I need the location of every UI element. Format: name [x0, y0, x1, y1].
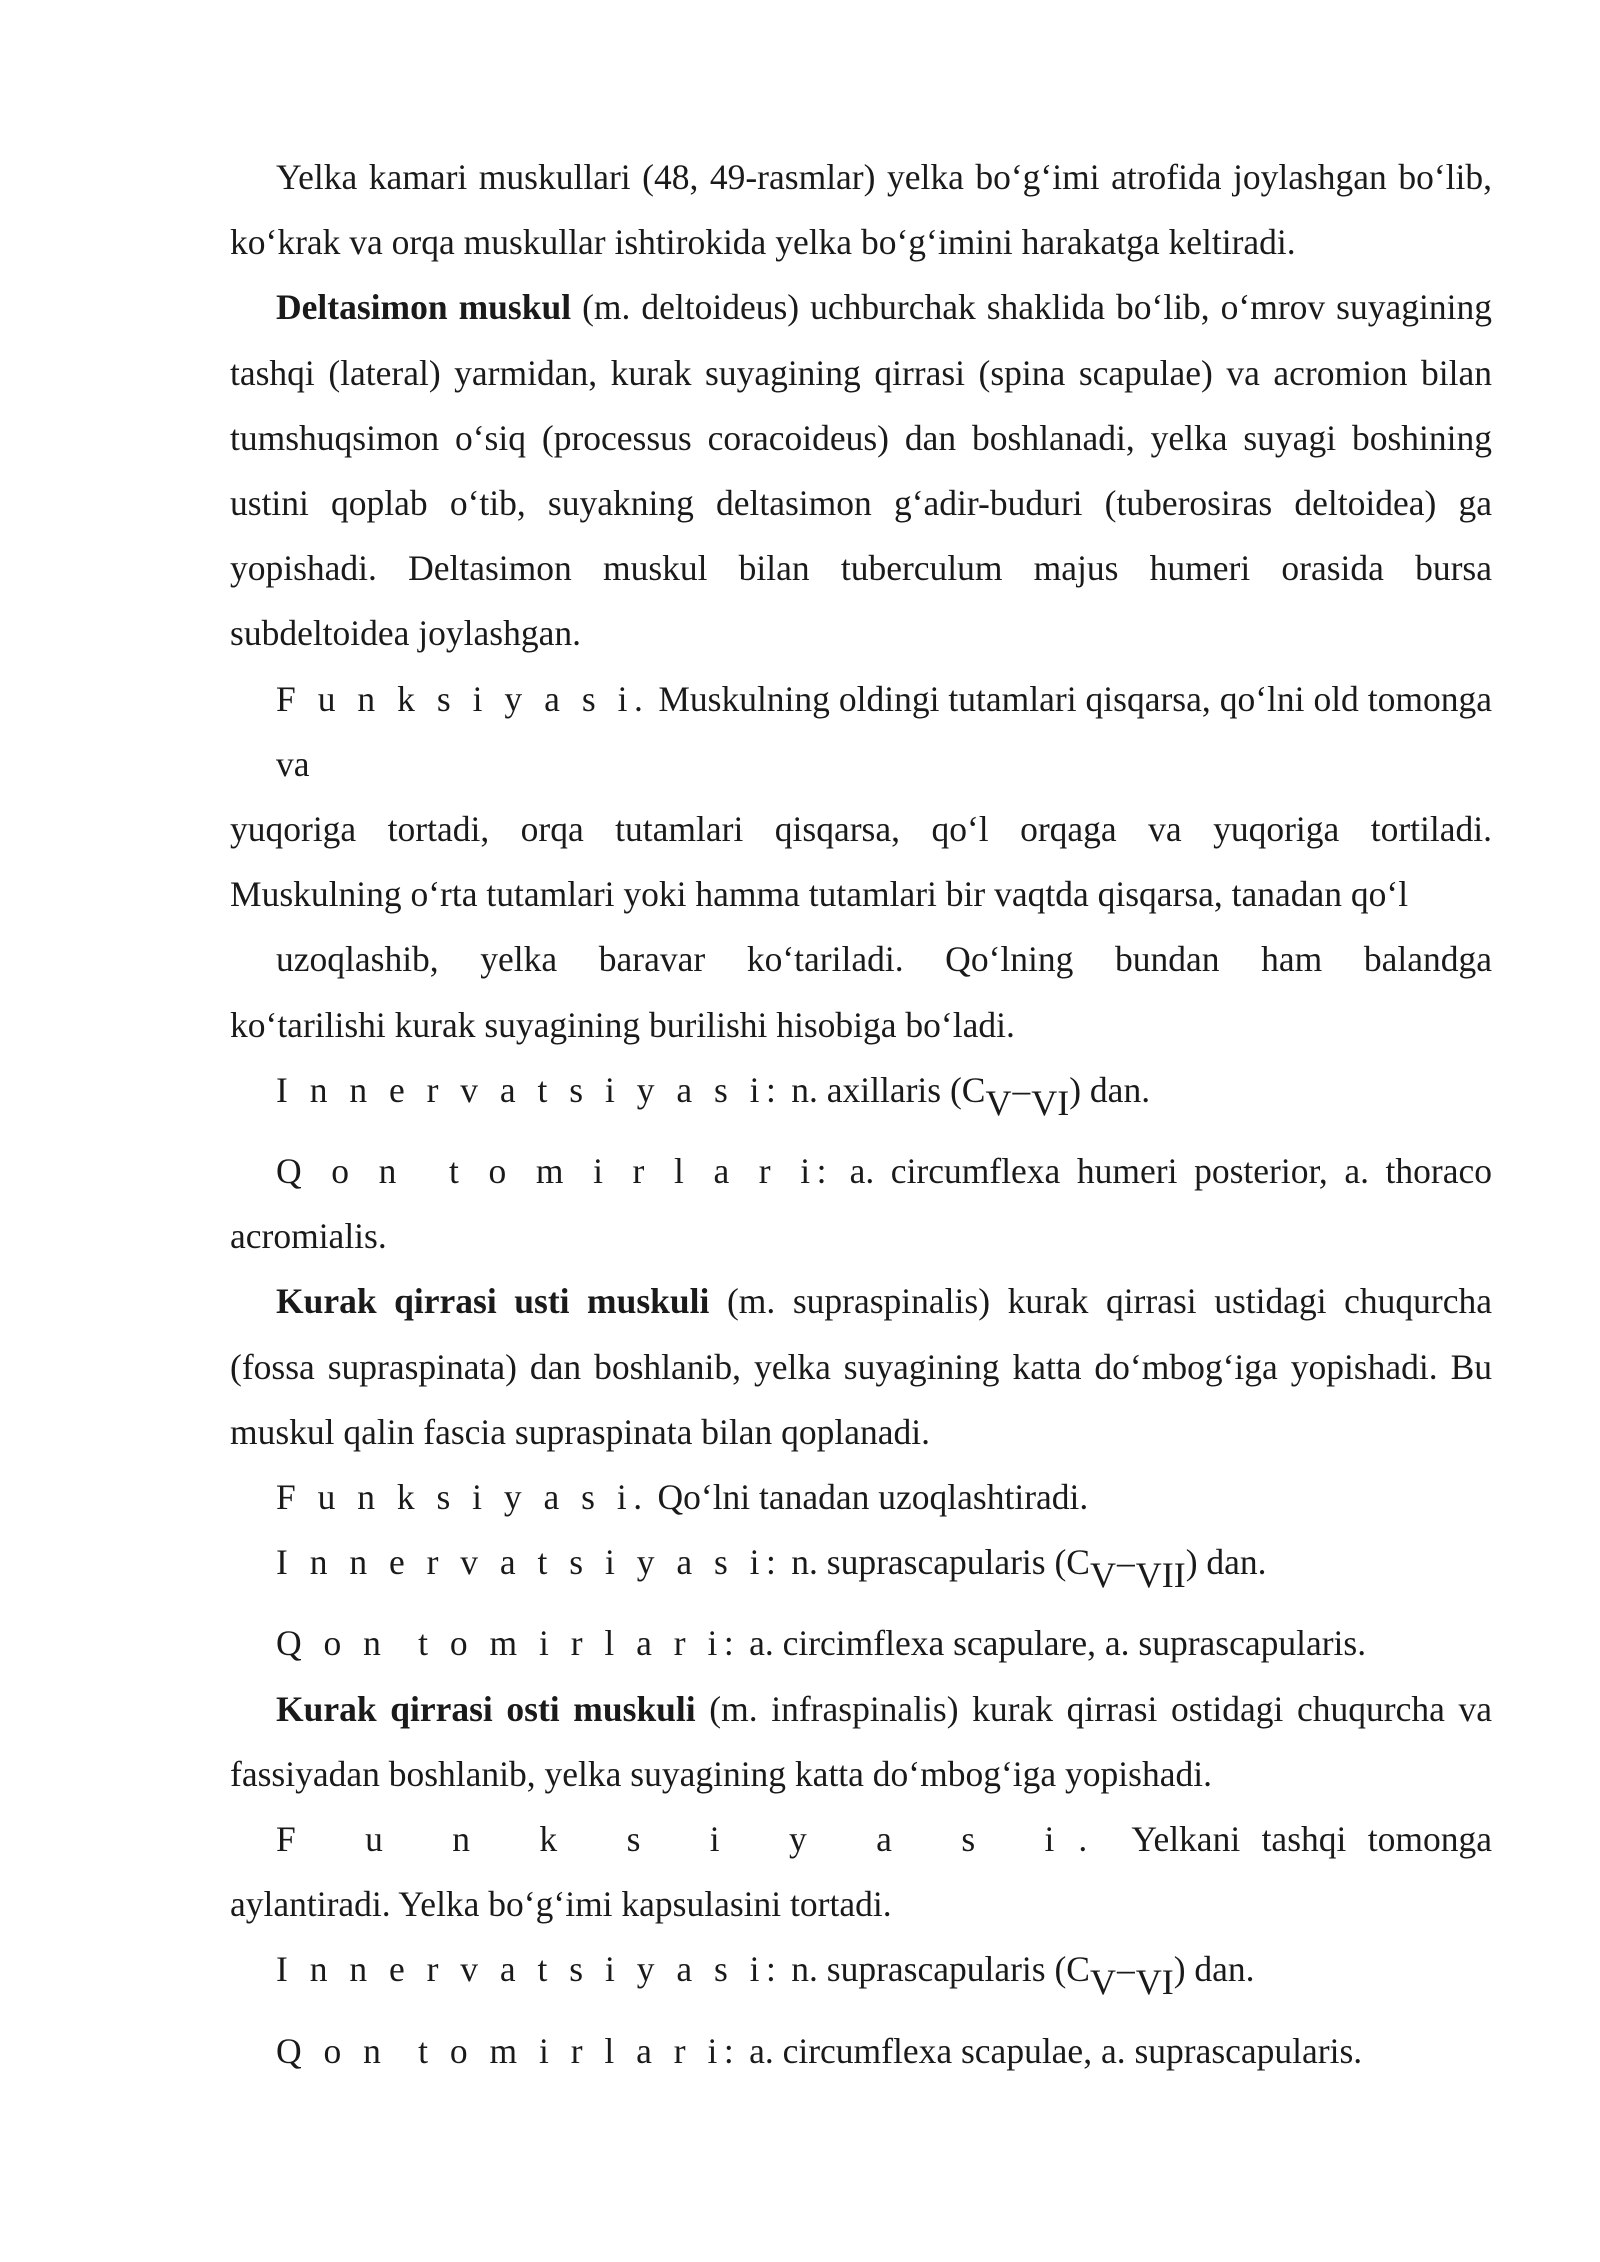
deltoid-text: (m. deltoideus) uchburchak shaklida bo‘lib, o‘mrov suyagining tashqi (lateral) yarmidan, kurak suyagining qirrasi (spina scapulae) va acromion bilan tumshuqsimon o‘siq (processus coracoideus) dan boshlanadi, yelka suyagi boshining ustini qoplab o‘tib, suyakning deltasimon g‘adir-buduri (tuberosiras deltoidea) ga yopishadi. Deltasimon muskul bilan tuberculum majus humeri orasida bursa subdeltoidea joylashgan.: [230, 287, 1492, 654]
function-label: F u n k s i y a s i.: [276, 678, 650, 719]
function-line-2: yuqoriga tortadi, orqa tutamlari qisqarsa, qo‘l orqaga va yuqoriga tortiladi.: [230, 809, 1492, 850]
vessels-text: a. circimflexa scapulare, a. suprascapularis.: [740, 1623, 1367, 1664]
function-line-5: ko‘tarilishi kurak suyagining burilishi hisobiga bo‘ladi.: [230, 1004, 1015, 1045]
paragraph-supraspinatus: [230, 1269, 1492, 1465]
function-text: Yelkani tashqi tomonga aylantiradi. Yelka bo‘g‘imi kapsulasini tortadi.: [230, 1819, 1492, 1925]
subscript-end: VI: [1135, 1962, 1174, 2003]
paragraph-infraspinatus-function: [230, 1807, 1492, 1937]
term-supraspinatus: Kurak qirrasi usti muskuli: [276, 1281, 710, 1322]
innervation-label: I n n e r v a t s i y a s i:: [276, 1069, 783, 1110]
function-label: F u n k s i y a s i.: [276, 1477, 649, 1518]
paragraph-supraspinatus-innervation: [230, 1530, 1492, 1595]
function-text: Qo‘lni tanadan uzoqlashtiradi.: [648, 1477, 1089, 1518]
paragraph-infraspinatus-vessels: [230, 2019, 1492, 2084]
vessels-label: Q o n t o m i r l a r i:: [276, 2030, 741, 2071]
paragraph-deltoid-innervation: [230, 1058, 1492, 1123]
paragraph-supraspinatus-vessels: [230, 1611, 1492, 1676]
vessels-label: Q o n t o m i r l a r i:: [276, 1151, 833, 1192]
subscript-start: V: [985, 1082, 1012, 1123]
innervation-text-after: ) dan.: [1185, 1542, 1267, 1583]
function-label: F u n k s i y a s i.: [276, 1819, 1112, 1860]
function-line-1: [230, 667, 1492, 797]
paragraph-deltoid-function: [230, 667, 1492, 1058]
supraspinatus-text: (m. supraspinalis) kurak qirrasi ustidagi chuqurcha (fossa supraspinata) dan boshlanib, yelka suyagining katta do‘mbog‘iga yopishadi. Bu muskul qalin fascia supraspinata bilan qoplanadi.: [230, 1281, 1492, 1452]
innervation-text-before: n. axillaris (C: [782, 1069, 986, 1110]
vessels-label: Q o n t o m i r l a r i:: [276, 1623, 741, 1664]
paragraph-intro: [230, 145, 1492, 275]
paragraph-infraspinatus: [230, 1677, 1492, 1807]
document-body: [230, 145, 1492, 2084]
innervation-text-before: n. suprascapularis (C: [782, 1949, 1090, 1990]
paragraph-deltoid-vessels: [230, 1139, 1492, 1269]
intro-line-1: Yelka kamari muskullari (48, 49-rasmlar) yelka bo‘g‘imi atrofida joylashgan: [276, 157, 1387, 197]
intro-line-2: bo‘lib, ko‘krak va orqa muskullar ishtirokida yelka bo‘g‘imini harakatga keltiradi.: [230, 157, 1493, 263]
term-infraspinatus: Kurak qirrasi osti muskuli: [276, 1688, 696, 1729]
function-line-3: Muskulning o‘rta tutamlari yoki hamma tutamlari bir vaqtda qisqarsa, tanadan qo‘l: [230, 874, 1409, 915]
innervation-text-after: ) dan.: [1173, 1949, 1255, 1990]
subscript-start: V: [1089, 1962, 1116, 2003]
subscript-start: V: [1089, 1555, 1116, 1596]
infraspinatus-text: (m. infraspinalis) kurak qirrasi ostidagi chuqurcha va fassiyadan boshlanib, yelka suyagining katta do‘mbog‘iga yopishadi.: [230, 1688, 1492, 1794]
vessels-text: a. circumflexa scapulae, a. suprascapularis.: [740, 2030, 1363, 2071]
subscript-end: VI: [1031, 1082, 1070, 1123]
vessels-text: a. circumflexa humeri posterior, a. thoraco acromialis.: [230, 1151, 1493, 1257]
range-dash: –: [1116, 1542, 1135, 1583]
innervation-text-before: n. suprascapularis (C: [782, 1542, 1090, 1583]
paragraph-infraspinatus-innervation: [230, 1937, 1492, 2002]
paragraph-deltoid: [230, 275, 1492, 666]
innervation-label: I n n e r v a t s i y a s i:: [276, 1949, 783, 1990]
function-line-4: uzoqlashib, yelka baravar ko‘tariladi. Qo‘lning bundan ham balandga: [276, 939, 1492, 980]
innervation-text-after: ) dan.: [1069, 1069, 1151, 1110]
paragraph-supraspinatus-function: [230, 1465, 1492, 1530]
range-dash: –: [1116, 1949, 1135, 1990]
innervation-label: I n n e r v a t s i y a s i:: [276, 1542, 783, 1583]
range-dash: –: [1012, 1069, 1031, 1110]
function-line-1-rest: Muskulning oldingi tutamlari qisqarsa, qo‘lni old tomonga va: [276, 678, 1493, 784]
term-deltoid: Deltasimon muskul: [276, 287, 572, 328]
subscript-end: VII: [1135, 1555, 1186, 1596]
